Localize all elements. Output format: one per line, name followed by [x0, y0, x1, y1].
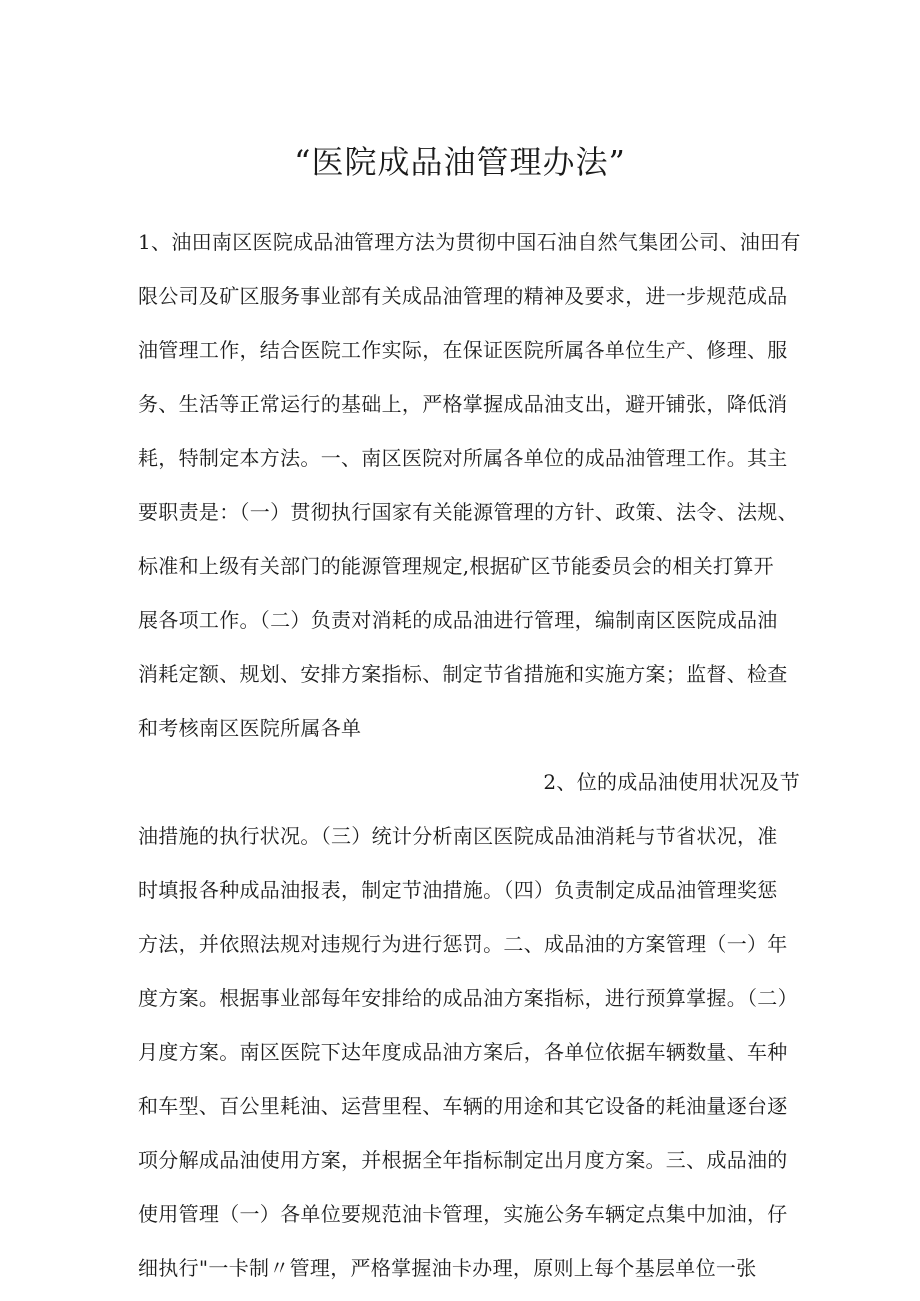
paragraph-line: 和考核南区医院所属各单 — [138, 716, 362, 740]
paragraph-line: 标准和上级有关部门的能源管理规定,根据矿区节能委员会的相关打算开 — [138, 554, 774, 578]
paragraph-line: 项分解成品油使用方案，并根据全年指标制定出月度方案。三、成品油的 — [138, 1148, 788, 1172]
paragraph-line: 方法，并依照法规对违规行为进行惩罚。二、成品油的方案管理（一）年 — [138, 932, 788, 956]
paragraph-line: 限公司及矿区服务事业部有关成品油管理的精神及要求，进一步规范成品 — [138, 284, 788, 308]
paragraph-line: 油管理工作，结合医院工作实际，在保证医院所属各单位生产、修理、服 — [138, 338, 788, 362]
paragraph-line: 要职责是：（一）贯彻执行国家有关能源管理的方针、政策、法令、法规、 — [138, 500, 798, 524]
paragraph-line: 月度方案。南区医院下达年度成品油方案后，各单位依据车辆数量、车种 — [138, 1040, 788, 1064]
paragraph-line: 使用管理（一）各单位要规范油卡管理，实施公务车辆定点集中加油，仔 — [138, 1202, 788, 1226]
paragraph-line: 1、油田南区医院成品油管理方法为贯彻中国石油自然气集团公司、油田有 — [138, 230, 801, 254]
document-title: “医院成品油管理办法” — [294, 143, 626, 181]
paragraph-line: 展各项工作。（二）负责对消耗的成品油进行管理，编制南区医院成品油 — [138, 608, 778, 632]
section-2-heading-line: 2、位的成品油使用状况及节 — [543, 770, 800, 794]
paragraph-line: 油措施的执行状况。（三）统计分析南区医院成品油消耗与节省状况，准 — [138, 824, 778, 848]
paragraph-line: 务、生活等正常运行的基础上，严格掌握成品油支出，避开铺张，降低消 — [138, 392, 788, 416]
paragraph-line: 和车型、百公里耗油、运营里程、车辆的用途和其它设备的耗油量逐台逐 — [138, 1094, 788, 1118]
paragraph-line: 消耗定额、规划、安排方案指标、制定节省措施和实施方案；监督、检查 — [138, 662, 788, 686]
paragraph-line: 度方案。根据事业部每年安排给的成品油方案指标，进行预算掌握。（二） — [138, 986, 798, 1010]
paragraph-line: 耗，特制定本方法。一、南区医院对所属各单位的成品油管理工作。其主 — [138, 446, 788, 470]
paragraph-line: 细执行"一卡制〃管理，严格掌握油卡办理，原则上每个基层单位一张 — [138, 1256, 757, 1280]
paragraph-line: 时填报各种成品油报表，制定节油措施。（四）负责制定成品油管理奖惩 — [138, 878, 778, 902]
